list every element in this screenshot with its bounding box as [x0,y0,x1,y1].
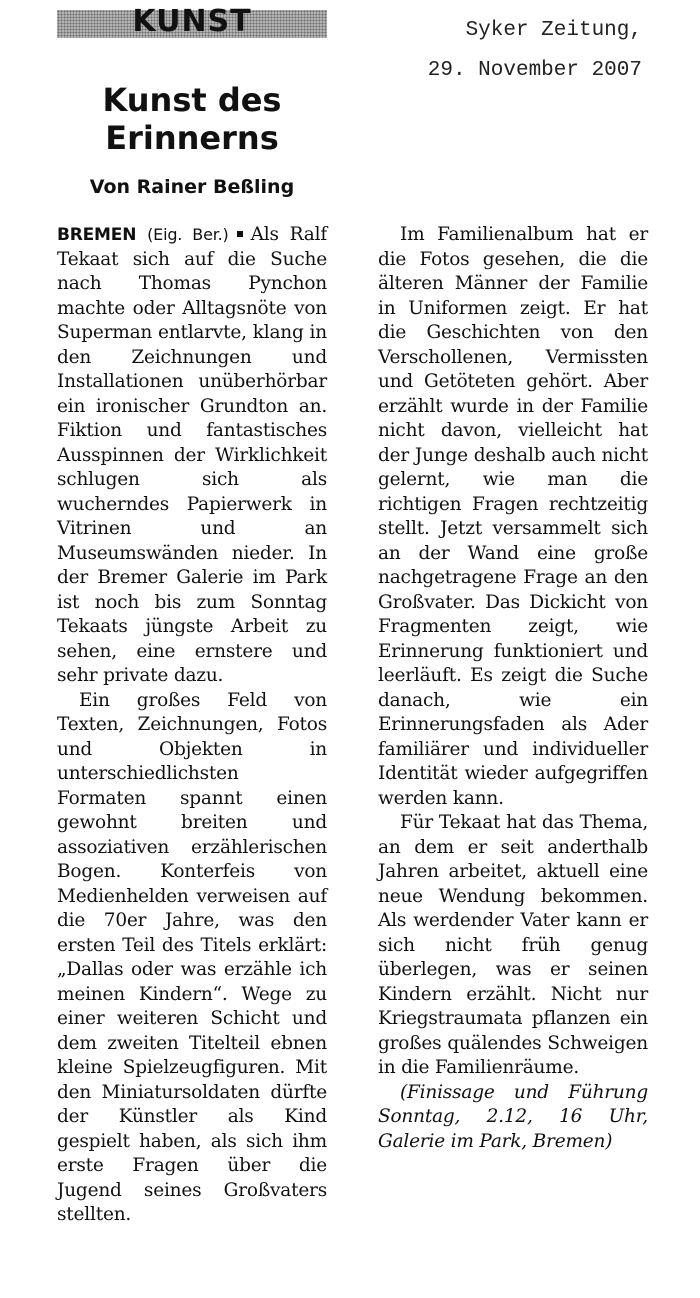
article-column-left [57,223,327,1228]
article-column-right [378,223,648,1154]
section-label: KUNST [132,4,252,39]
article-byline: Von Rainer Beßling [89,176,295,198]
dateline: BREMEN [57,225,137,245]
publication-date: 29. November 2007 [427,59,642,82]
bullet-separator [237,231,243,237]
article-paragraph-2: Ein großes Feld von Texten, Zeichnungen, Fotos und Objekten in unterschiedlichsten Formaten spannt einen gewohnt breiten und assoziativen erzählerischen Bogen. Konterfeis von Medienhelden verweisen auf die 70er Jahre, was den ersten Teil des Titels erklärt: „Dallas oder was erzähle ich meinen Kindern“. Wege zu einer weiteren Schicht und dem zweiten Titelteil ebnen kleine Spielzeugfiguren. Mit den Miniatursoldaten dürfte der Künstler als Kind gespielt haben, als sich ihm erste Fragen über die Jugend seines Großvaters stellten. [57,689,327,1225]
paragraph-text: Als Ralf Tekaat sich auf die Suche nach Thomas Pynchon machte oder Alltagsnöte von Superman entlarvte, klang in den Zeichnungen und Installationen unüberhörbar ein ironischer Grundton an. Fiktion und fantastisches Ausspinnen der Wirklichkeit schlugen sich als wucherndes Papierwerk in Vitrinen und an Museumswänden nieder. In der Bremer Galerie im Park ist noch bis zum Sonntag Tekaats jüngste Arbeit zu sehen, eine ernstere und sehr private dazu. [57,224,327,686]
event-note: (Finissage und Führung Sonntag, 2.12, 16 Uhr, Galerie im Park, Bremen) [378,1081,648,1152]
newspaper-name: Syker Zeitung, [465,19,642,42]
article-paragraph-1 [57,223,327,689]
article-paragraph-4: Für Tekaat hat das Thema, an dem er seit anderthalb Jahren arbeitet, aktuell eine neue Wendung bekommen. Als werdender Vater kann er sich nicht früh genug überlegen, was er seinen Kindern erzählt. Nicht nur Kriegstraumata pflanzen ein großes quälendes Schweigen in die Familienräume. [378,812,648,1078]
article-paragraph-3: Im Familienalbum hat er die Fotos gesehen, die die älteren Männer der Familie in Uniformen zeigt. Er hat die Geschichten von den Verschollenen, Vermissten und Getöteten gehört. Aber erzählt wurde in der Familie nicht davon, vielleicht hat der Junge deshalb auch nicht gelernt, wie man die richtigen Fragen rechtzeitig stellt. Jetzt versammelt sich an der Wand eine große nachgetragene Frage an den Großvater. Das Dickicht von Fragmenten zeigt, wie Erinnerung funktioniert und leerläuft. Es zeigt die Suche danach, wie ein Erinnerungsfaden als Ader familiärer und individueller Identität wieder aufgegriffen werden kann. [378,224,648,809]
agency-tag: (Eig. Ber.) [147,225,229,244]
article-headline: Kunst des Erinnerns [102,81,282,157]
